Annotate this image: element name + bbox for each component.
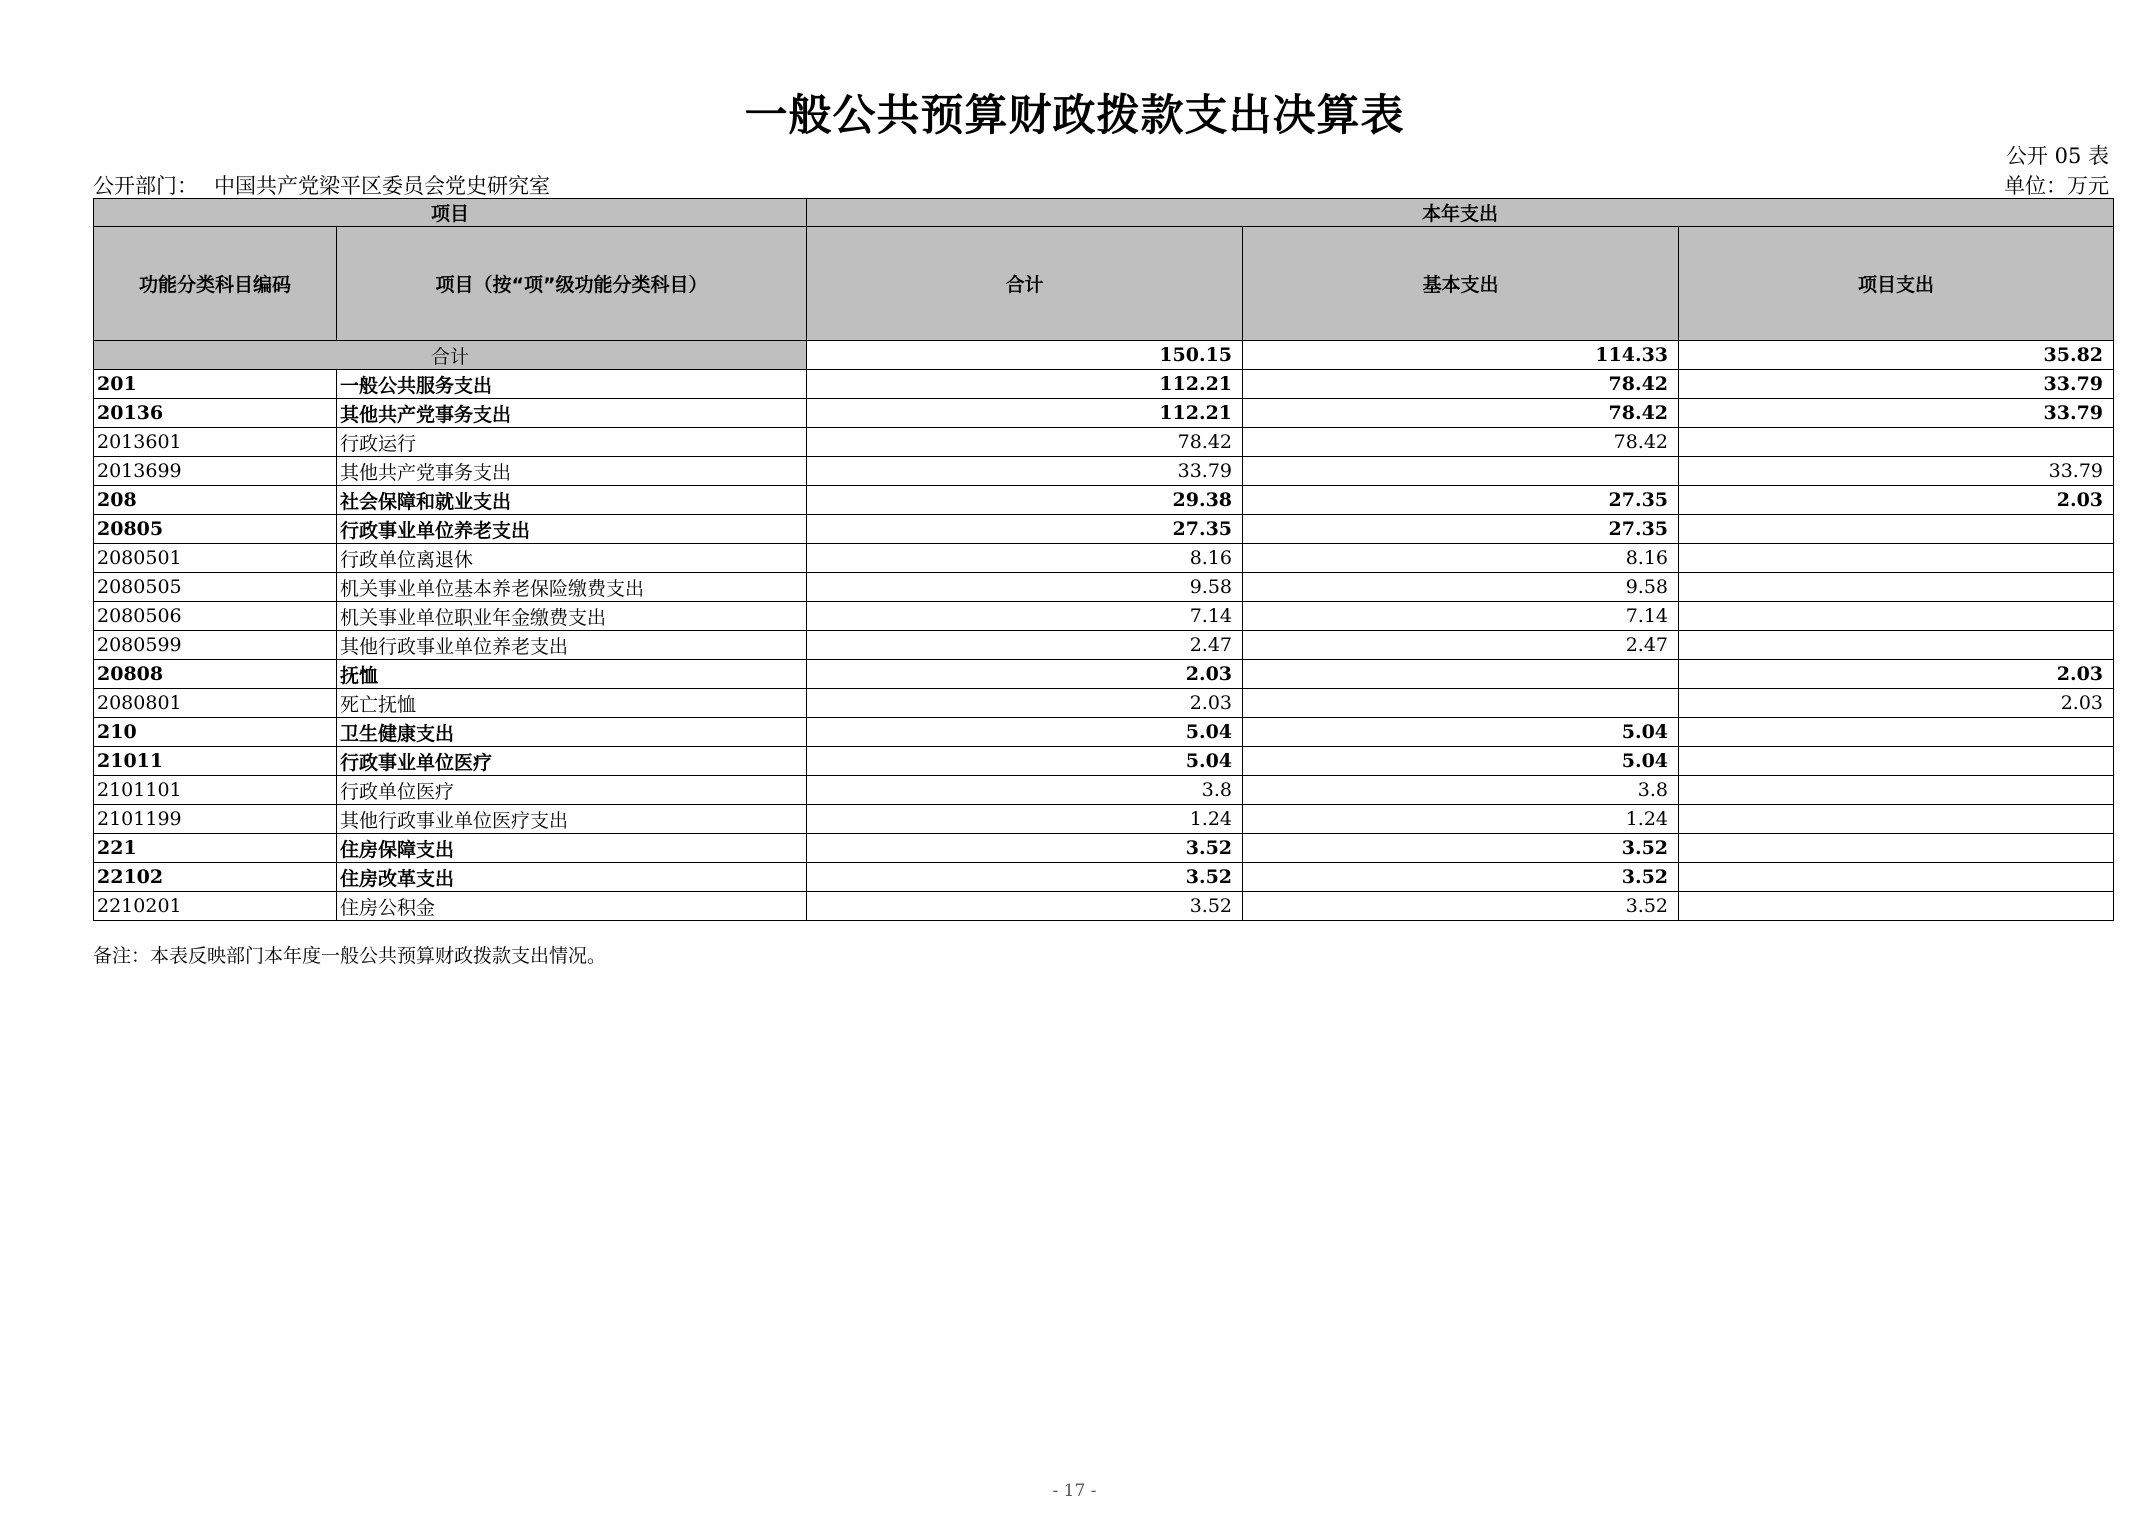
row-total: 2.03 [807, 689, 1243, 718]
row-total: 7.14 [807, 602, 1243, 631]
row-total: 78.42 [807, 428, 1243, 457]
row-code: 208 [94, 486, 337, 515]
row-name: 其他共产党事务支出 [337, 457, 807, 486]
row-basic: 3.8 [1243, 776, 1679, 805]
header-group-item: 项目 [94, 199, 807, 227]
row-name: 行政单位医疗 [337, 776, 807, 805]
table-row [94, 631, 2114, 660]
row-code: 2210201 [94, 892, 337, 921]
total-row-project: 35.82 [1679, 341, 2114, 370]
row-basic: 78.42 [1243, 428, 1679, 457]
total-row-basic: 114.33 [1243, 341, 1679, 370]
row-basic: 3.52 [1243, 892, 1679, 921]
row-basic: 27.35 [1243, 486, 1679, 515]
row-code: 20805 [94, 515, 337, 544]
row-code: 2080505 [94, 573, 337, 602]
header-total: 合计 [807, 227, 1243, 341]
row-code: 2080506 [94, 602, 337, 631]
row-total: 3.52 [807, 863, 1243, 892]
row-name: 行政单位离退休 [337, 544, 807, 573]
row-total: 5.04 [807, 747, 1243, 776]
table-tag: 公开 05 表 [2005, 144, 2109, 168]
row-project: 2.03 [1679, 689, 2114, 718]
row-name: 卫生健康支出 [337, 718, 807, 747]
row-basic: 5.04 [1243, 747, 1679, 776]
row-name: 抚恤 [337, 660, 807, 689]
department-line [93, 170, 550, 200]
row-total: 112.21 [807, 399, 1243, 428]
row-project: 33.79 [1679, 370, 2114, 399]
table-row [94, 689, 2114, 718]
row-code: 20808 [94, 660, 337, 689]
row-basic: 27.35 [1243, 515, 1679, 544]
row-project [1679, 544, 2114, 573]
row-name: 死亡抚恤 [337, 689, 807, 718]
row-basic: 2.47 [1243, 631, 1679, 660]
row-project [1679, 834, 2114, 863]
row-project [1679, 631, 2114, 660]
department-label: 公开部门： [93, 174, 198, 198]
row-project [1679, 718, 2114, 747]
row-project [1679, 805, 2114, 834]
expenditure-table [93, 198, 2114, 921]
table-row [94, 660, 2114, 689]
unit-label: 单位：万元 [2004, 174, 2109, 198]
table-row [94, 544, 2114, 573]
row-name: 住房公积金 [337, 892, 807, 921]
table-row [94, 602, 2114, 631]
row-total: 112.21 [807, 370, 1243, 399]
row-code: 210 [94, 718, 337, 747]
row-total: 2.03 [807, 660, 1243, 689]
row-total: 8.16 [807, 544, 1243, 573]
table-row [94, 428, 2114, 457]
row-name: 住房改革支出 [337, 863, 807, 892]
row-code: 2080599 [94, 631, 337, 660]
row-total: 29.38 [807, 486, 1243, 515]
header-code: 功能分类科目编码 [94, 227, 337, 341]
row-basic: 78.42 [1243, 370, 1679, 399]
row-basic [1243, 660, 1679, 689]
table-row [94, 834, 2114, 863]
page-title: 一般公共预算财政拨款支出决算表 [744, 91, 1405, 141]
table-row [94, 457, 2114, 486]
row-project [1679, 747, 2114, 776]
page-number: - 17 - [1052, 1481, 1097, 1501]
row-name: 行政运行 [337, 428, 807, 457]
row-name: 一般公共服务支出 [337, 370, 807, 399]
row-code: 2101199 [94, 805, 337, 834]
row-project: 2.03 [1679, 660, 2114, 689]
table-row [94, 718, 2114, 747]
row-name: 其他行政事业单位医疗支出 [337, 805, 807, 834]
row-total: 5.04 [807, 718, 1243, 747]
row-name: 其他行政事业单位养老支出 [337, 631, 807, 660]
row-name: 其他共产党事务支出 [337, 399, 807, 428]
row-project [1679, 863, 2114, 892]
row-code: 21011 [94, 747, 337, 776]
row-code: 2013699 [94, 457, 337, 486]
row-project [1679, 515, 2114, 544]
row-total: 3.8 [807, 776, 1243, 805]
row-total: 3.52 [807, 892, 1243, 921]
row-basic: 5.04 [1243, 718, 1679, 747]
row-basic: 9.58 [1243, 573, 1679, 602]
header-basic: 基本支出 [1243, 227, 1679, 341]
row-code: 2101101 [94, 776, 337, 805]
row-basic: 1.24 [1243, 805, 1679, 834]
row-code: 221 [94, 834, 337, 863]
row-total: 27.35 [807, 515, 1243, 544]
row-code: 22102 [94, 863, 337, 892]
table-row [94, 805, 2114, 834]
row-code: 201 [94, 370, 337, 399]
row-basic: 7.14 [1243, 602, 1679, 631]
row-name: 社会保障和就业支出 [337, 486, 807, 515]
row-code: 2080801 [94, 689, 337, 718]
department-name: 中国共产党梁平区委员会党史研究室 [214, 174, 550, 198]
table-row [94, 892, 2114, 921]
row-basic: 8.16 [1243, 544, 1679, 573]
total-row-total: 150.15 [807, 341, 1243, 370]
table-row [94, 486, 2114, 515]
table-row [94, 370, 2114, 399]
total-row [94, 341, 2114, 370]
row-name: 机关事业单位职业年金缴费支出 [337, 602, 807, 631]
row-name: 行政事业单位医疗 [337, 747, 807, 776]
table-row [94, 747, 2114, 776]
row-project [1679, 776, 2114, 805]
row-total: 33.79 [807, 457, 1243, 486]
row-project: 33.79 [1679, 399, 2114, 428]
row-project [1679, 892, 2114, 921]
row-code: 20136 [94, 399, 337, 428]
row-project: 33.79 [1679, 457, 2114, 486]
row-basic: 3.52 [1243, 863, 1679, 892]
row-name: 住房保障支出 [337, 834, 807, 863]
row-basic: 78.42 [1243, 399, 1679, 428]
row-total: 3.52 [807, 834, 1243, 863]
row-total: 1.24 [807, 805, 1243, 834]
table-row [94, 399, 2114, 428]
total-row-label: 合计 [94, 341, 807, 370]
header-project: 项目支出 [1679, 227, 2114, 341]
table-row [94, 573, 2114, 602]
table-row [94, 515, 2114, 544]
row-total: 9.58 [807, 573, 1243, 602]
header-group-expense: 本年支出 [807, 199, 2114, 227]
row-project [1679, 602, 2114, 631]
row-basic: 3.52 [1243, 834, 1679, 863]
row-project [1679, 573, 2114, 602]
row-basic [1243, 689, 1679, 718]
row-project: 2.03 [1679, 486, 2114, 515]
row-name: 行政事业单位养老支出 [337, 515, 807, 544]
row-basic [1243, 457, 1679, 486]
table-row [94, 863, 2114, 892]
table-row [94, 776, 2114, 805]
footnote: 备注：本表反映部门本年度一般公共预算财政拨款支出情况。 [93, 945, 607, 967]
row-name: 机关事业单位基本养老保险缴费支出 [337, 573, 807, 602]
row-total: 2.47 [807, 631, 1243, 660]
header-name: 项目（按“项”级功能分类科目） [337, 227, 807, 341]
row-code: 2013601 [94, 428, 337, 457]
row-project [1679, 428, 2114, 457]
row-code: 2080501 [94, 544, 337, 573]
